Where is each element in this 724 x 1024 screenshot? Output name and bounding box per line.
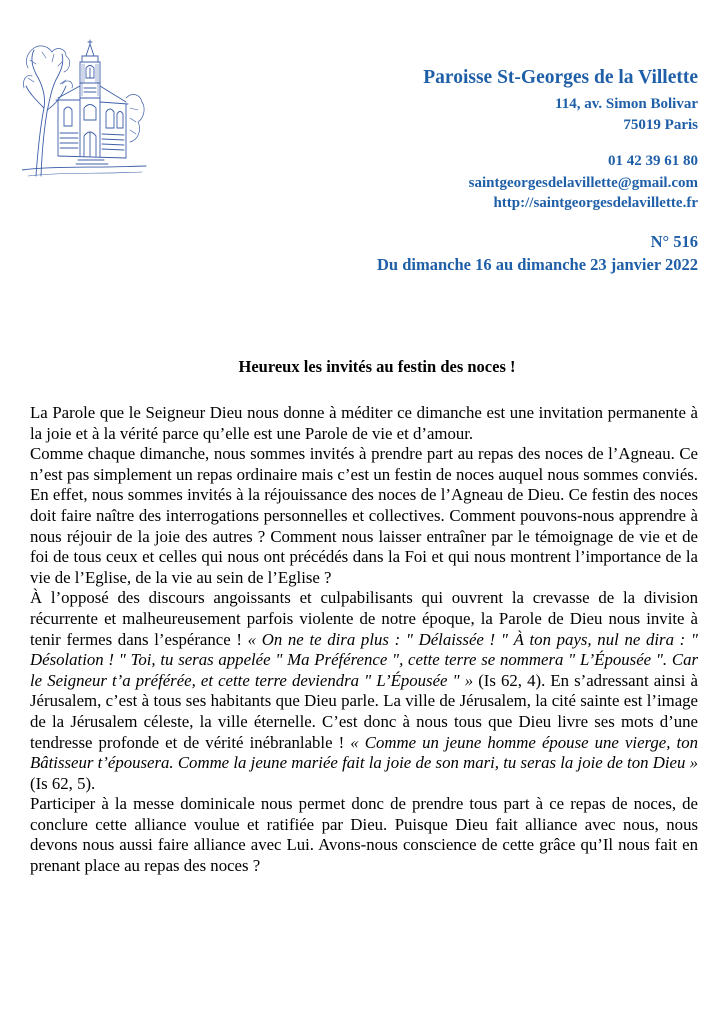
article-paragraph: Participer à la messe dominicale nous permet donc de prendre tous part à ce repas de noces, de conclure cette alliance voulue et ratifiée par Dieu. Puisque Dieu fait alliance avec nous, nous devons nous aussi faire alliance avec Lui. Avons-nous conscience de cette grâce qu’Il nous fait en prenant place au repas des noces ? [30, 794, 698, 876]
scripture-quote: « Comme un jeune homme épouse une vierge, ton Bâtisseur t’épousera. Comme la jeune mariée fait la joie de son mari, tu seras la joie de ton Dieu » [30, 732, 698, 773]
parish-email: saintgeorgesdelavillette@gmail.com [468, 175, 698, 191]
parish-street-address: 114, av. Simon Bolivar [555, 96, 698, 112]
church-sketch-logo [22, 38, 148, 180]
article-title: Heureux les invités au festin des noces ! [238, 357, 516, 376]
parish-website: http://saintgeorgesdelavillette.fr [493, 195, 698, 211]
parish-name: Paroisse St-Georges de la Villette [423, 67, 698, 88]
issue-number: N° 516 [650, 232, 698, 251]
article-paragraph: Comme chaque dimanche, nous sommes invités à prendre part au repas des noces de l’Agneau. Ce n’est pas simplement un repas ordinaire mais c’est un festin de noces auquel nous sommes conviés. En effet, nous sommes invités à la réjouissance des noces de l’Agneau de Dieu. Ce festin des noces doit faire naître des interrogations personnelles et collectives. Comment pouvons-nous apprendre à nous réjouir de la joie des autres ? Comment nous laisser entraîner par le témoignage de vie et de foi de tous ceux et celles qui nous ont précédés dans la Foi et qui nous montrent l’importance de la vie de l’Eglise, de la vie au sein de l’Eglise ? [30, 444, 698, 587]
article-paragraph: La Parole que le Seigneur Dieu nous donne à méditer ce dimanche est une invitation permanente à la joie et à la vérité parce qu’elle est une Parole de vie et d’amour. [30, 403, 698, 443]
issue-date-range: Du dimanche 16 au dimanche 23 janvier 2022 [376, 255, 698, 274]
article-paragraph: À l’opposé des discours angoissants et culpabilisants qui ouvrent la crevasse de la division récurrente et malheureusement parfois violente de notre époque, la Parole de Dieu nous invite à tenir fermes dans l’espérance ! « On ne te dira plus : " Délaissée ! " À ton pays, nul ne dira : " Désolation ! " Toi, tu seras appelée " Ma Préférence ", cette terre se nommera " L’Épousée ". Car le Seigneur t’a préférée, et cette terre deviendra " L’Épousée " » (Is 62, 4). En s’adressant ainsi à Jérusalem, c’est à tous ses habitants que Dieu parle. La ville de Jérusalem, la cité sainte est l’image de la Jérusalem céleste, la ville éternelle. C’est donc à nous tous que Dieu livre ses mots d’une tendresse profonde et de vérité inébranlable ! « Comme un jeune homme épouse une vierge, ton Bâtisseur t’épousera. Comme la jeune mariée fait la joie de son mari, tu seras la joie de ton Dieu » (Is 62, 5). [30, 588, 698, 793]
scripture-quote: « On ne te dira plus : " Délaissée ! " À ton pays, nul ne dira : " Désolation ! " Toi, tu seras appelée " Ma Préférence ", cette terre se nommera " L’Épousée ". Car le Seigneur t’a préférée, et cette terre deviendra " L’Épousée " » [30, 629, 698, 690]
parish-phone: 01 42 39 61 80 [608, 153, 698, 169]
article-body [30, 403, 698, 877]
parish-city: 75019 Paris [623, 117, 698, 133]
